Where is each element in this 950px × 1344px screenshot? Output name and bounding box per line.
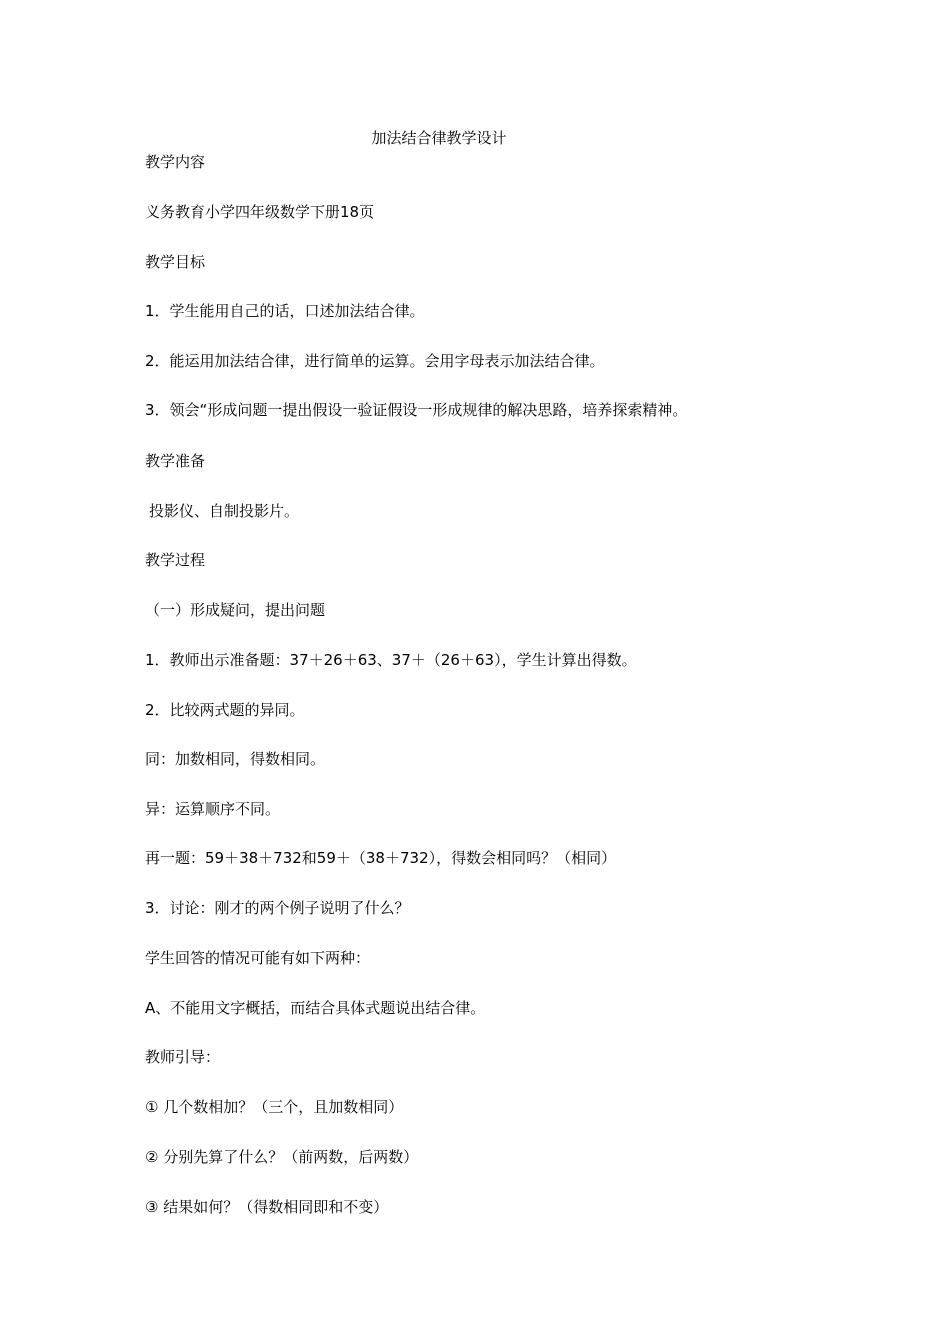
paragraph: 教师引导： <box>145 1048 221 1066</box>
paragraph: 义务教育小学四年级数学下册18页 <box>145 203 375 221</box>
paragraph: 3．领会“形成问题一提出假设一验证假设一形成规律的解决思路，培养探索精神。 <box>145 401 688 419</box>
paragraph: 同：加数相同，得数相同。 <box>145 750 326 768</box>
paragraph: 学生回答的情况可能有如下两种： <box>145 949 371 967</box>
paragraph: 3．讨论：刚才的两个例子说明了什么？ <box>145 899 410 917</box>
document-title: 加法结合律教学设计 <box>371 129 507 147</box>
heading-teaching-goals: 教学目标 <box>145 253 206 271</box>
paragraph: 异：运算顺序不同。 <box>145 800 281 818</box>
paragraph: 再一题：59＋38＋732和59＋（38＋732），得数会相同吗？（相同） <box>145 849 617 867</box>
heading-teaching-process: 教学过程 <box>145 551 206 569</box>
paragraph: A、不能用文字概括，而结合具体式题说出结合律。 <box>145 999 486 1017</box>
list-item: ③ 结果如何？（得数相同即和不变） <box>145 1198 389 1216</box>
paragraph: 1．教师出示准备题：37＋26＋63、37＋（26＋63），学生计算出得数。 <box>145 651 637 669</box>
subheading: （一）形成疑问，提出问题 <box>145 601 326 619</box>
paragraph: 1．学生能用自己的话，口述加法结合律。 <box>145 302 425 320</box>
list-item: ② 分别先算了什么？（前两数，后两数） <box>145 1148 419 1166</box>
paragraph: 投影仪、自制投影片。 <box>149 502 300 520</box>
list-item: ① 几个数相加？（三个，且加数相同） <box>145 1098 404 1116</box>
heading-teaching-preparation: 教学准备 <box>145 452 206 470</box>
paragraph: 2．比较两式题的异同。 <box>145 701 305 719</box>
paragraph: 2．能运用加法结合律，进行简单的运算。会用字母表示加法结合律。 <box>145 352 605 370</box>
heading-teaching-content: 教学内容 <box>145 153 206 171</box>
